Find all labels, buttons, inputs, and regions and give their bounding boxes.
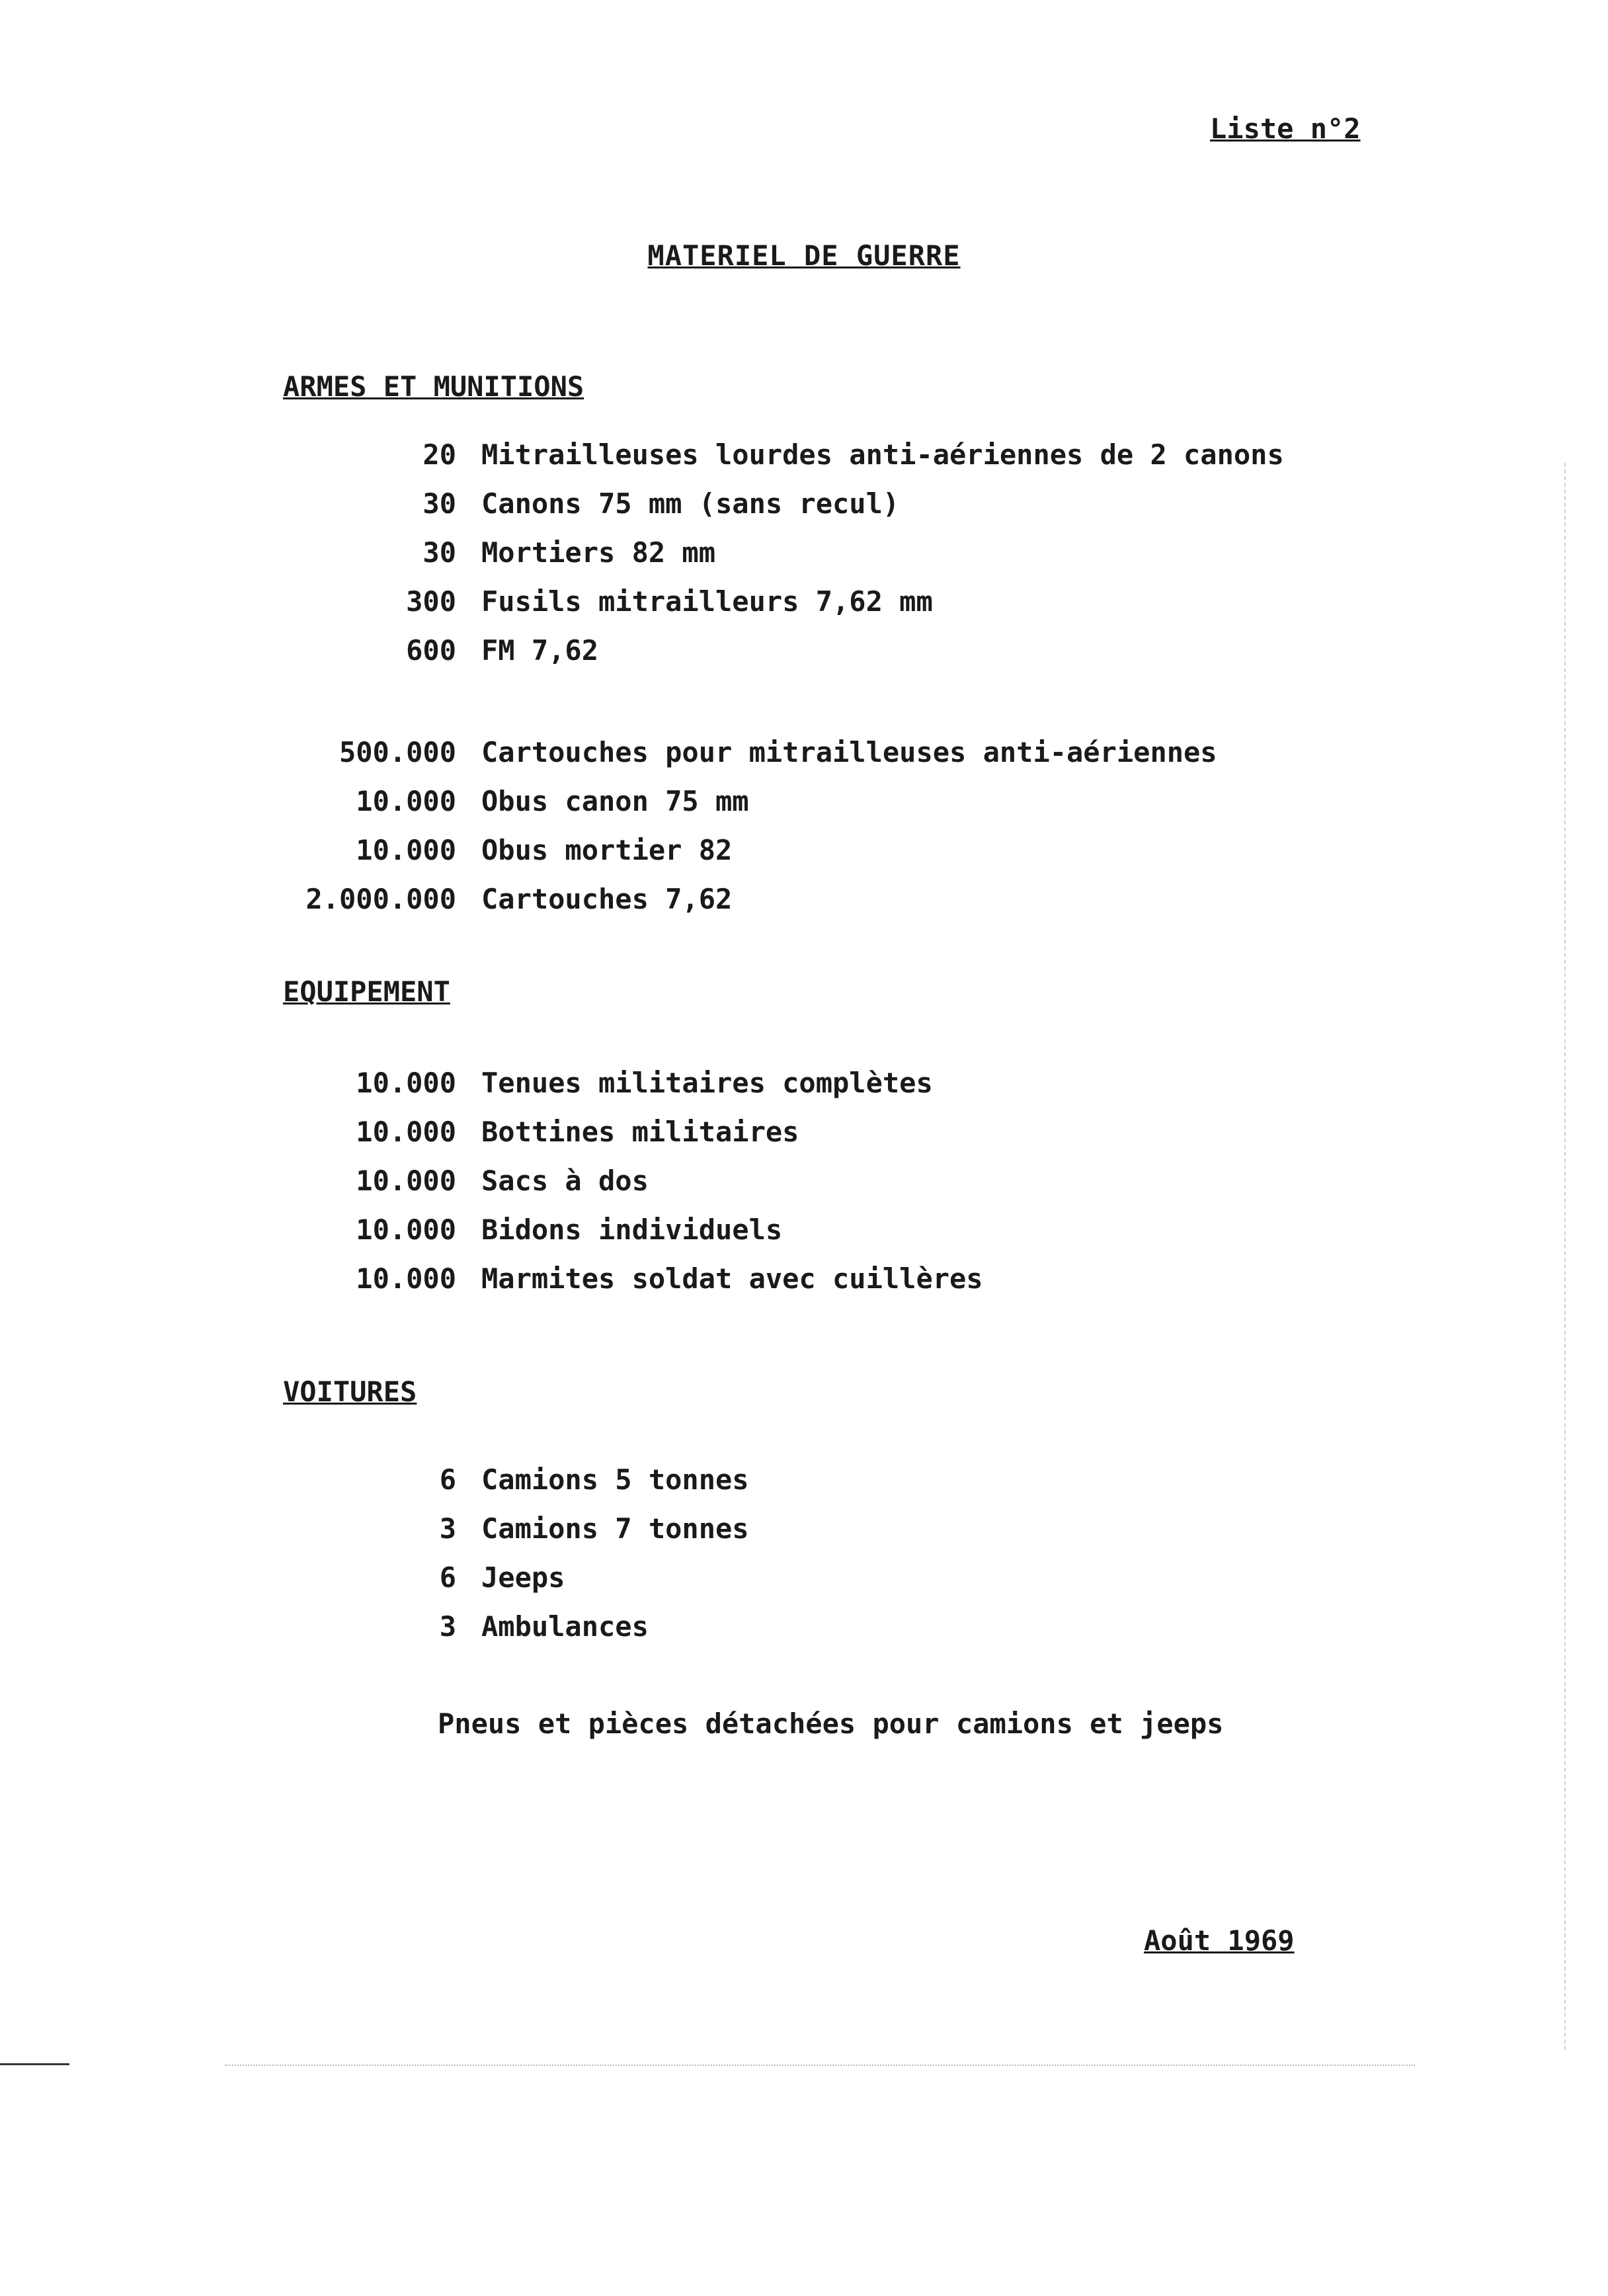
list-item <box>264 1156 983 1205</box>
list-item <box>264 1107 983 1156</box>
item-quantity: 20 <box>422 438 456 471</box>
item-description: Jeeps <box>481 1561 565 1594</box>
item-description: FM 7,62 <box>481 634 599 667</box>
item-quantity: 10.000 <box>356 833 456 866</box>
item-quantity: 30 <box>422 536 456 569</box>
item-description: Bidons individuels <box>481 1213 783 1246</box>
list-item <box>331 626 1284 675</box>
item-quantity: 3 <box>439 1610 456 1643</box>
item-description: Sacs à dos <box>481 1164 649 1197</box>
list-item <box>397 1602 749 1651</box>
list-item <box>397 1455 749 1504</box>
item-quantity: 10.000 <box>356 1164 456 1197</box>
item-description: Marmites soldat avec cuillères <box>481 1262 983 1295</box>
item-description: Camions 5 tonnes <box>481 1463 749 1496</box>
scan-edge-marks <box>1564 463 1568 2050</box>
item-description: Ambulances <box>481 1610 649 1643</box>
list-item <box>264 1254 983 1303</box>
list-item <box>264 727 1217 776</box>
list-item <box>331 430 1284 479</box>
list-item <box>331 577 1284 626</box>
item-quantity: 6 <box>439 1463 456 1496</box>
list-item <box>331 528 1284 577</box>
item-description: Camions 7 tonnes <box>481 1512 749 1545</box>
item-quantity: 10.000 <box>356 1213 456 1246</box>
ammunition-list <box>264 727 1217 923</box>
item-quantity: 10.000 <box>356 1262 456 1295</box>
list-item <box>397 1504 749 1553</box>
list-item <box>397 1553 749 1602</box>
item-description: Cartouches pour mitrailleuses anti-aériennes <box>481 735 1217 768</box>
document-date: Août 1969 <box>1144 1924 1295 1957</box>
item-quantity: 600 <box>406 634 456 667</box>
item-description: Fusils mitrailleurs 7,62 mm <box>481 585 933 618</box>
list-item <box>264 776 1217 825</box>
scan-artifact-dots <box>225 2065 1415 2066</box>
weapons-list <box>331 430 1284 675</box>
item-description: Canons 75 mm (sans recul) <box>481 487 900 520</box>
list-reference: Liste n°2 <box>1210 112 1361 145</box>
item-quantity: 30 <box>422 487 456 520</box>
equipment-list <box>264 1058 983 1303</box>
list-item <box>264 1058 983 1107</box>
list-item <box>264 825 1217 874</box>
spare-parts-note: Pneus et pièces détachées pour camions et jeeps <box>438 1707 1224 1740</box>
item-quantity: 500.000 <box>339 735 456 768</box>
item-quantity: 300 <box>406 585 456 618</box>
section-heading-armes: ARMES ET MUNITIONS <box>283 370 584 403</box>
list-item <box>331 479 1284 528</box>
item-description: Mortiers 82 mm <box>481 536 716 569</box>
item-quantity: 10.000 <box>356 1115 456 1148</box>
item-description: Tenues militaires complètes <box>481 1066 933 1099</box>
item-description: Cartouches 7,62 <box>481 882 733 915</box>
item-quantity: 3 <box>439 1512 456 1545</box>
item-quantity: 10.000 <box>356 1066 456 1099</box>
scan-artifact-line <box>0 2063 69 2065</box>
item-quantity: 10.000 <box>356 784 456 817</box>
list-item <box>264 874 1217 923</box>
item-description: Obus canon 75 mm <box>481 784 749 817</box>
item-description: Mitrailleuses lourdes anti-aériennes de 2 canons <box>481 438 1284 471</box>
section-heading-voitures: VOITURES <box>283 1375 417 1408</box>
item-description: Bottines militaires <box>481 1115 799 1148</box>
item-quantity: 2.000.000 <box>305 882 456 915</box>
item-description: Obus mortier 82 <box>481 833 733 866</box>
document-title: MATERIEL DE GUERRE <box>647 239 961 272</box>
section-heading-equipement: EQUIPEMENT <box>283 975 450 1008</box>
list-item <box>264 1205 983 1254</box>
item-quantity: 6 <box>439 1561 456 1594</box>
vehicles-list <box>397 1455 749 1651</box>
